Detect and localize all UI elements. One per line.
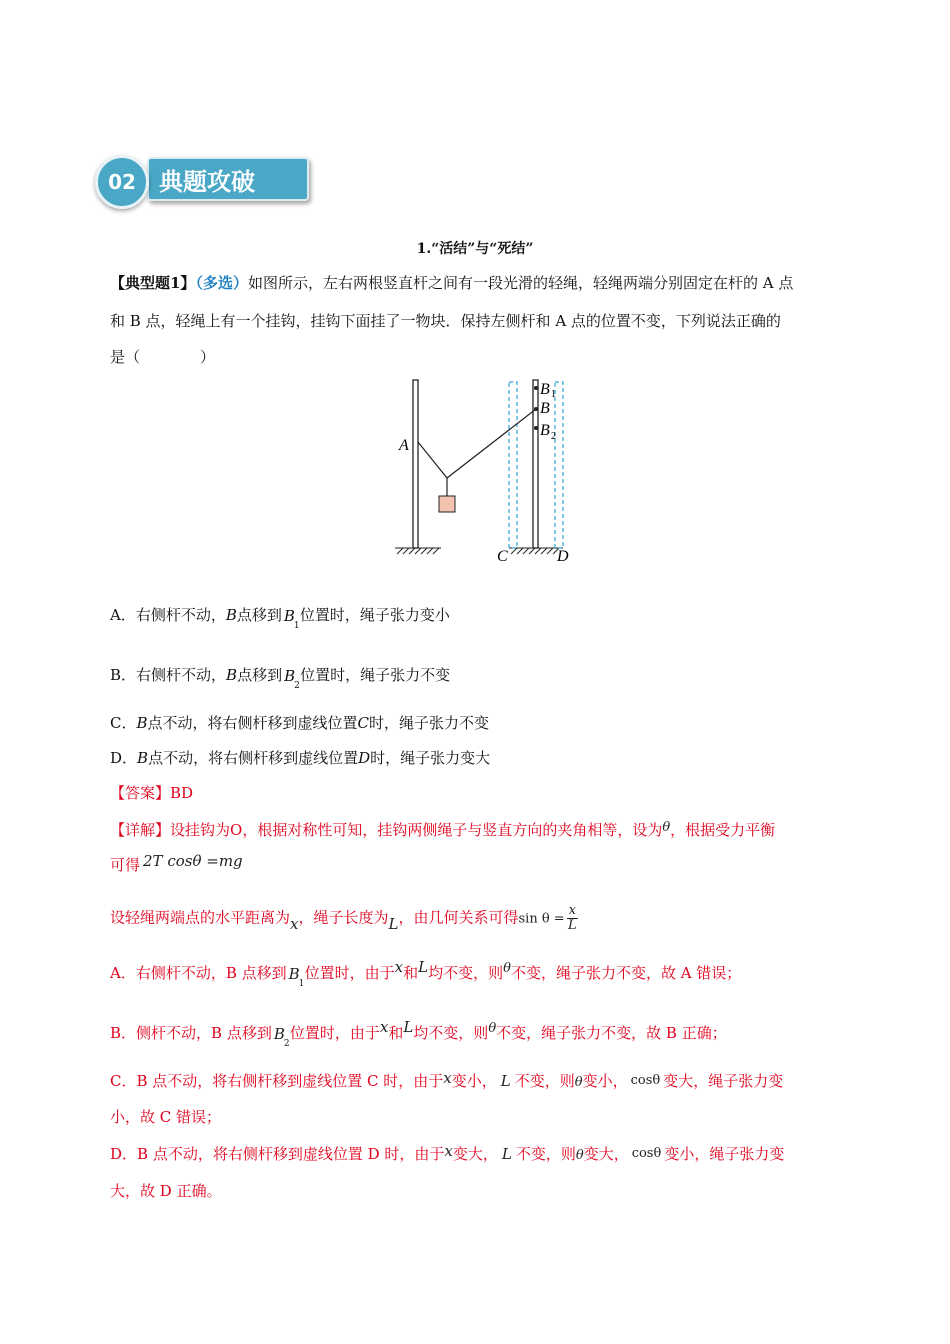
option-b-suffix: 位置时，绳子张力不变 xyxy=(300,666,451,684)
answer-value: BD xyxy=(170,784,194,802)
left-pole xyxy=(413,380,418,548)
fraction-x-over-L: $\frac{x}{L}$ xyxy=(568,903,577,933)
label-B: B xyxy=(540,400,550,417)
explanation-b: B．侧杆不动，B 点移到 B 2 位置时，由于x和L均不变，则θ不变，绳子张力不变，故 B 正确； xyxy=(110,1018,727,1049)
physics-figure xyxy=(385,372,585,568)
rope xyxy=(418,409,536,478)
left-ground xyxy=(395,548,441,554)
question-tag: 【典型题1】 xyxy=(110,274,196,292)
explanation-a: A．右侧杆不动，B 点移到 B 1 位置时，由于x和L均不变，则θ不变，绳子张力不变，故 A 错误； xyxy=(110,958,742,989)
section-title-banner: 典题攻破 xyxy=(147,157,309,201)
explanation-c-line-2: 小，故 C 错误； xyxy=(110,1108,222,1126)
option-c: C．B点不动，将右侧杆移到虚线位置C时，绳子张力不变 xyxy=(110,714,490,732)
question-type: （多选） xyxy=(195,274,248,292)
option-a-var: B xyxy=(225,606,237,624)
explanation-d-line-2: 大，故 D 正确。 xyxy=(110,1182,222,1200)
explanation-d: D．B 点不动，将右侧杆移到虚线位置 D 时，由于x变大， L 不变，则θ变大， cosθ 变小，绳子张力变 xyxy=(110,1142,785,1163)
question-line-3: 是（ ） xyxy=(110,348,216,366)
label-B2: B xyxy=(540,422,550,439)
point-B xyxy=(534,407,538,411)
explanation-line-3: 设轻绳两端点的水平距离为x，绳子长度为L，由几何关系可得sin θ = $\frac{x}{L}$ xyxy=(110,903,577,933)
option-b-var: B xyxy=(226,666,238,684)
point-B2 xyxy=(534,426,538,430)
question-line-2: 和 B 点，轻绳上有一个挂钩，挂钩下面挂了一物块．保持左侧杆和 A 点的位置不变，下列说法正确的 xyxy=(110,312,781,330)
point-B1 xyxy=(534,386,538,390)
option-a: A．右侧杆不动，B点移到 B 1 位置时，绳子张力变小 xyxy=(110,606,450,631)
label-C: C xyxy=(497,548,508,565)
section-heading: 1.“活结”与“死结” xyxy=(416,241,534,257)
option-a-suffix: 位置时，绳子张力变小 xyxy=(299,606,450,624)
explanation-label: 【详解】 xyxy=(110,821,171,839)
answer xyxy=(110,783,193,803)
section-number-badge: 02 xyxy=(95,155,149,209)
option-a-mid: 点移到 xyxy=(236,606,282,624)
option-a-prefix: A．右侧杆不动， xyxy=(110,606,226,624)
answer-label: 【答案】 xyxy=(110,784,171,802)
option-d: D．B点不动，将右侧杆移到虚线位置D时，绳子张力变大 xyxy=(110,749,491,767)
explanation-line-2: 可得 2T cosθ =mg xyxy=(110,852,243,874)
right-ground xyxy=(509,548,563,554)
label-B2-sub: 2 xyxy=(551,431,556,442)
equation-1: 2T cosθ =mg xyxy=(143,852,243,870)
label-B1: B xyxy=(540,381,550,398)
right-pole xyxy=(533,380,538,548)
option-b-mid: 点移到 xyxy=(237,666,283,684)
dashed-pole-D xyxy=(555,382,563,548)
question-text: 如图所示，左右两根竖直杆之间有一段光滑的轻绳，轻绳两端分别固定在杆的 A 点 xyxy=(247,274,794,292)
explanation-line-1: 【详解】设挂钩为O，根据对称性可知，挂钩两侧绳子与竖直方向的夹角相等，设为θ，根据受力平衡 xyxy=(110,820,776,839)
label-D: D xyxy=(557,548,569,565)
option-b-prefix: B．右侧杆不动， xyxy=(110,666,227,684)
block xyxy=(439,496,455,512)
explanation-c: C．B 点不动，将右侧杆移到虚线位置 C 时，由于x变小， L 不变，则θ变小， cosθ 变大，绳子张力变 xyxy=(110,1069,784,1090)
question-line-1 xyxy=(110,273,793,293)
label-A: A xyxy=(399,437,409,454)
label-B1-sub: 1 xyxy=(551,389,556,400)
dashed-pole-C xyxy=(509,382,517,548)
option-b: B．右侧杆不动，B点移到 B 2 位置时，绳子张力不变 xyxy=(110,666,451,691)
